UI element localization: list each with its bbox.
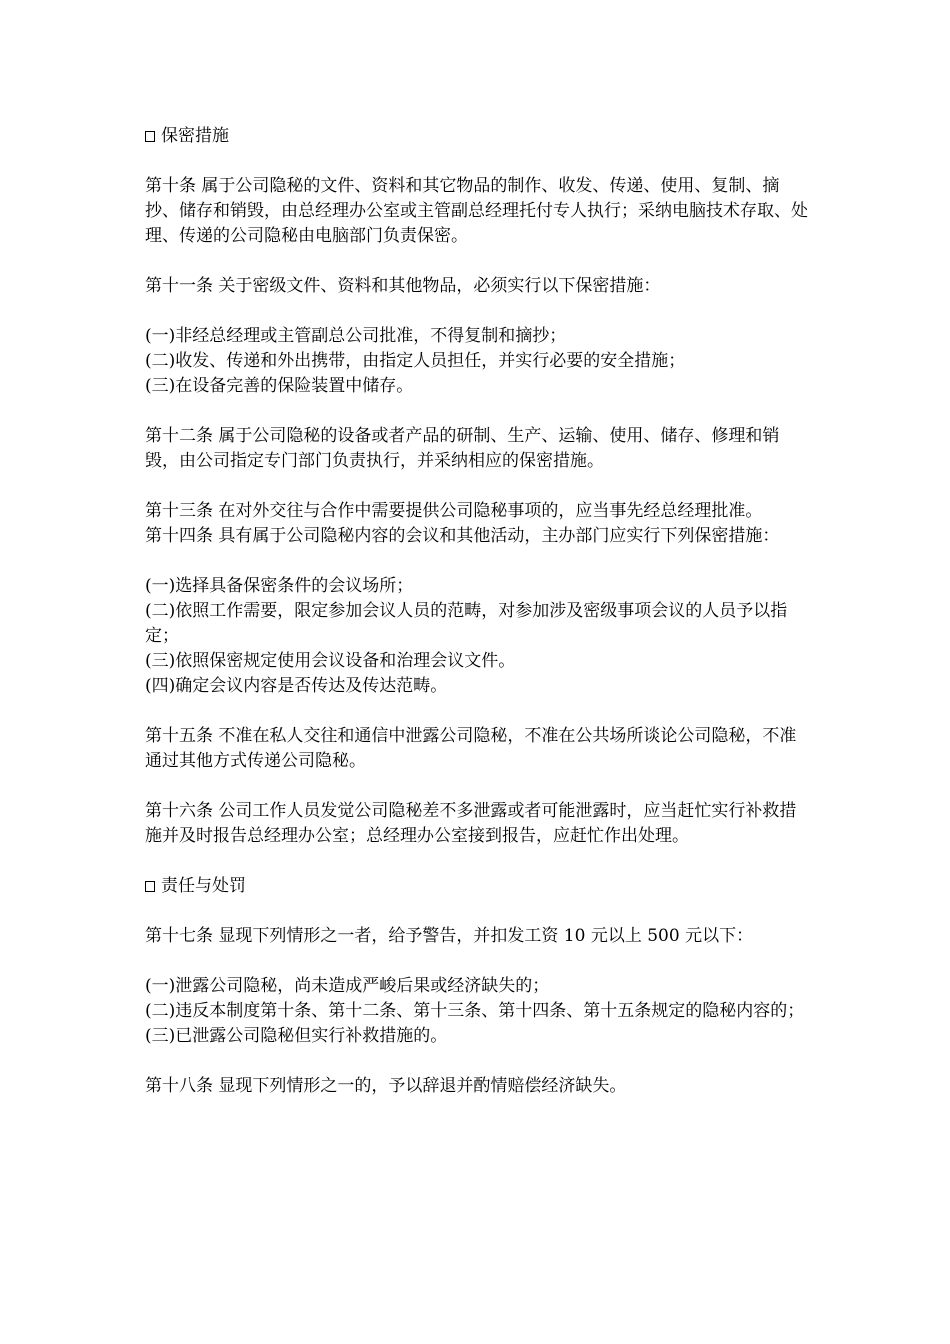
checkbox-square-icon [145,131,155,142]
article-17-item-1: (一)泄露公司隐秘，尚未造成严峻后果或经济缺失的； [145,976,550,996]
checkbox-square-icon [145,881,155,892]
section-heading-liability [145,874,810,899]
article-14-item-1: (一)选择具备保密条件的会议场所； [145,576,414,596]
article-18: 第十八条 显现下列情形之一的，予以辞退并酌情赔偿经济缺失。 [145,1076,627,1096]
article-17-item-3: (三)已泄露公司隐秘但实行补救措施的。 [145,1026,448,1046]
article-14-item-2: (二)依照工作需要，限定参加会议人员的范畴，对参加涉及密级事项会议的人员予以指定； [145,601,788,646]
section-heading-text: 责任与处罚 [161,876,246,896]
article-15: 第十五条 不准在私人交往和通信中泄露公司隐秘，不准在公共场所谈论公司隐秘，不准通过其他方式传递公司隐秘。 [145,726,797,771]
article-11-item-3: (三)在设备完善的保险装置中储存。 [145,376,414,396]
article-16: 第十六条 公司工作人员发觉公司隐秘差不多泄露或者可能泄露时，应当赶忙实行补救措施并及时报告总经理办公室；总经理办公室接到报告，应赶忙作出处理。 [145,801,797,846]
article-11: 第十一条 关于密级文件、资料和其他物品，必须实行以下保密措施： [145,276,661,296]
section-heading-text: 保密措施 [161,126,229,146]
article-11-item-2: (二)收发、传递和外出携带，由指定人员担任，并实行必要的安全措施； [145,351,686,371]
article-14: 第十四条 具有属于公司隐秘内容的会议和其他活动，主办部门应实行下列保密措施： [145,526,780,546]
article-14-item-4: (四)确定会议内容是否传达及传达范畴。 [145,676,448,696]
article-17: 第十七条 显现下列情形之一者，给予警告，并扣发工资 10 元以上 500 元以下： [145,926,754,946]
section-heading-confidentiality [145,124,810,149]
document-page [145,124,810,1099]
article-13: 第十三条 在对外交往与合作中需要提供公司隐秘事项的，应当事先经总经理批准。 [145,501,763,521]
article-12: 第十二条 属于公司隐秘的设备或者产品的研制、生产、运输、使用、储存、修理和销毁，由公司指定专门部门负责执行，并采纳相应的保密措施。 [145,426,780,471]
article-10: 第十条 属于公司隐秘的文件、资料和其它物品的制作、收发、传递、使用、复制、摘抄、储存和销毁，由总经理办公室或主管副总经理托付专人执行；采纳电脑技术存取、处理、传递的公司隐秘由电脑部门负责保密。 [145,176,808,246]
article-11-item-1: (一)非经总经理或主管副总公司批准，不得复制和摘抄； [145,326,567,346]
article-14-item-3: (三)依照保密规定使用会议设备和治理会议文件。 [145,651,516,671]
article-17-item-2: (二)违反本制度第十条、第十二条、第十三条、第十四条、第十五条规定的隐秘内容的； [145,1001,805,1021]
